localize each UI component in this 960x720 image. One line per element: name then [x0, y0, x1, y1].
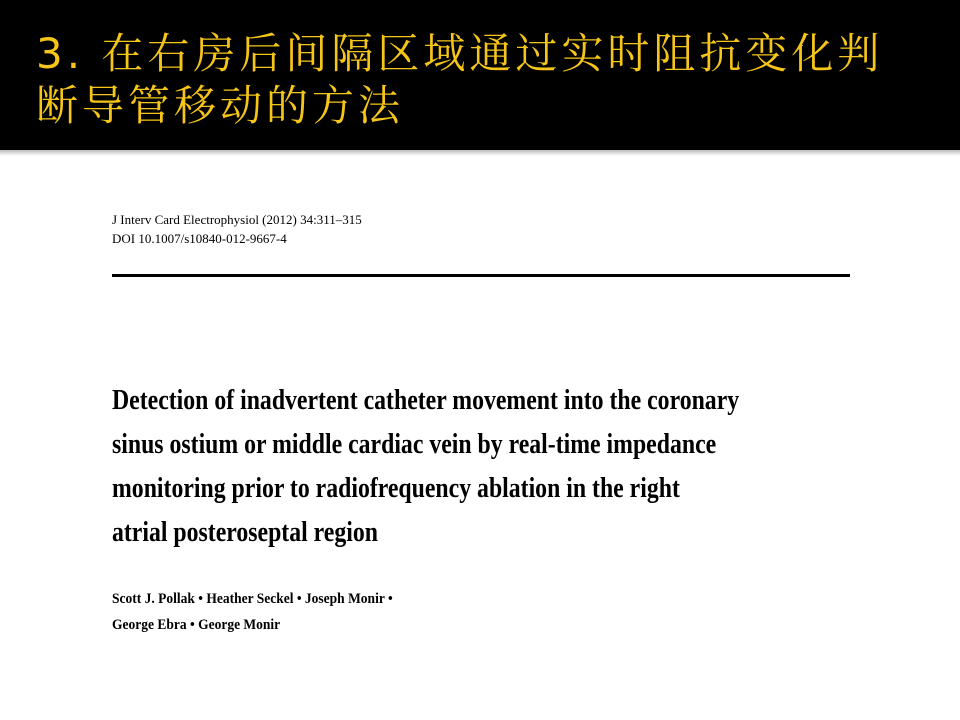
title-bar-shadow: [0, 150, 960, 156]
article-title-line-1: Detection of inadvertent catheter movement into the coronary: [112, 384, 740, 416]
author-list: [112, 586, 393, 638]
slide-title: [36, 28, 936, 132]
article-title: [112, 378, 740, 554]
doi-reference: DOI 10.1007/s10840-012-9667-4: [112, 231, 287, 246]
header-rule: [112, 274, 850, 277]
article-title-line-4: atrial posteroseptal region: [112, 516, 378, 548]
slide-title-bar: [0, 0, 960, 150]
paper-citation: [112, 210, 852, 248]
slide-title-line-2: 断导管移动的方法: [36, 81, 405, 130]
journal-reference: J Interv Card Electrophysiol (2012) 34:311–315: [112, 212, 362, 227]
paper-excerpt-image: [112, 210, 852, 633]
slide-title-line-1: 3. 在右房后间隔区域通过实时阻抗变化判: [36, 29, 884, 78]
authors-line-1: Scott J. Pollak • Heather Seckel • Joseph Monir •: [112, 591, 393, 607]
article-title-line-3: monitoring prior to radiofrequency ablation in the right: [112, 472, 680, 504]
article-title-line-2: sinus ostium or middle cardiac vein by real-time impedance: [112, 428, 717, 460]
authors-line-2: George Ebra • George Monir: [112, 617, 281, 633]
